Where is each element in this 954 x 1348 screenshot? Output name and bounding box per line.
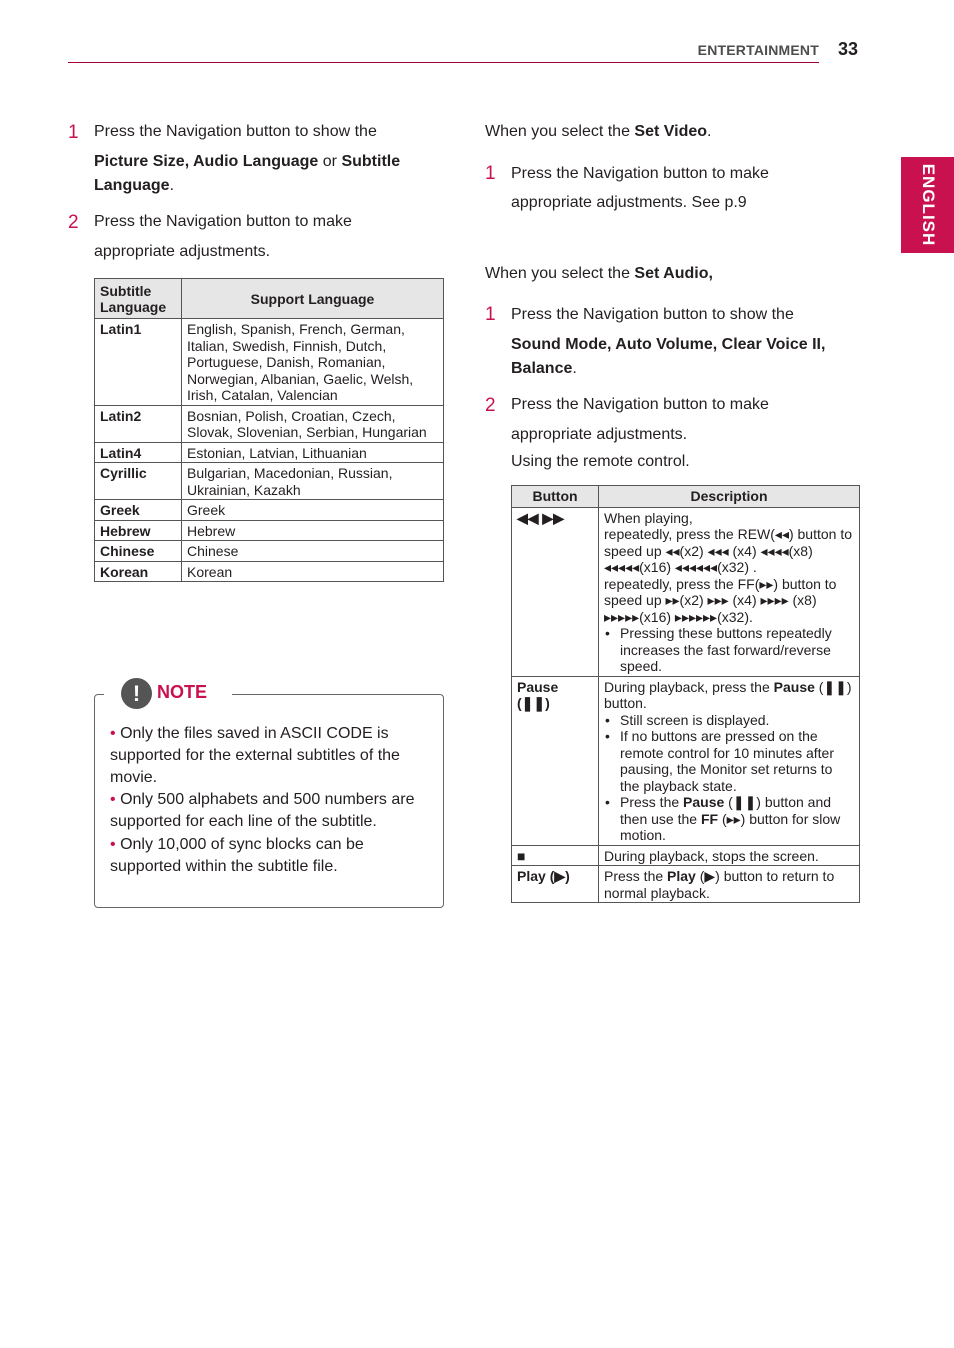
table-row	[95, 405, 444, 442]
table-header: Description	[599, 486, 860, 508]
table-cell-description: During playback, stops the screen.	[599, 845, 860, 866]
table-cell-language: Latin2	[95, 405, 182, 442]
desc-line: repeatedly, press the FF(▸▸) button to speed up ▸▸(x2) ▸▸▸ (x4) ▸▸▸▸ (x8) ▸▸▸▸▸(x16) ▸▸▸▸▸▸(x32).	[604, 575, 837, 625]
table-cell-language: Korean	[95, 561, 182, 582]
period: .	[572, 360, 577, 377]
step-number: 1	[485, 163, 496, 184]
table-cell-description	[599, 866, 860, 903]
note-item	[110, 723, 432, 789]
desc-bold: Pause	[773, 678, 815, 695]
period: .	[169, 177, 175, 194]
desc-text: Press the	[620, 794, 684, 810]
option-connector: or	[318, 153, 342, 170]
page-number: 33	[838, 39, 859, 59]
step-text: Press the Navigation button to make	[94, 213, 352, 230]
intro-text: When you select the	[485, 265, 635, 282]
table-row	[512, 866, 860, 903]
table-cell-language: Latin1	[95, 319, 182, 406]
table-cell-support: Bulgarian, Macedonian, Russian, Ukrainian, Kazakh	[182, 463, 444, 500]
note-item	[110, 789, 432, 833]
table-cell-language: Greek	[95, 500, 182, 521]
option-subtitle-language: Subtitle Language	[94, 153, 401, 194]
desc-text: Press the	[604, 868, 668, 884]
desc-line: When playing,	[604, 509, 693, 526]
audio-option-names: Sound Mode, Auto Volume, Clear Voice II, Balance	[511, 336, 826, 377]
desc-bullets	[604, 712, 854, 844]
table-cell-description	[599, 676, 860, 845]
note-item-text: Only 10,000 of sync blocks can be supported within the subtitle file.	[110, 836, 364, 875]
set-video-intro	[485, 120, 712, 144]
step-text: Press the Navigation button to make	[511, 165, 769, 182]
note-title: NOTE	[157, 682, 208, 702]
step-number: 2	[68, 212, 79, 233]
step-number: 1	[485, 304, 496, 325]
play-icon: Play (▶)	[512, 866, 599, 903]
header-divider	[68, 62, 819, 63]
table-cell-support: Korean	[182, 561, 444, 582]
step-text: Using the remote control.	[511, 453, 690, 470]
step-text: appropriate adjustments.	[94, 243, 271, 260]
rew-ff-icon: ◀◀ ▶▶	[512, 507, 599, 676]
table-cell-language: Latin4	[95, 442, 182, 463]
bullet-icon: •	[110, 725, 116, 742]
bullet-icon: •	[110, 836, 116, 853]
set-video-label: Set Video	[634, 123, 708, 140]
set-audio-label: Set Audio,	[634, 265, 713, 282]
remote-button-table	[511, 485, 860, 903]
table-row	[95, 520, 444, 541]
table-row	[512, 676, 860, 845]
table-cell-support: English, Spanish, French, German, Italian, Swedish, Finnish, Dutch, Portuguese, Danish, Romanian, Norwegian, Albanian, Gaelic, Welsh, Irish, Catalan, Valencian	[182, 319, 444, 406]
step-number: 1	[68, 122, 79, 143]
desc-line	[604, 679, 854, 712]
note-item-text: Only 500 alphabets and 500 numbers are supported for each line of the subtitle.	[110, 791, 415, 830]
desc-text: During playback, press the	[604, 678, 774, 695]
table-cell-support: Bosnian, Polish, Croatian, Czech, Slovak, Slovenian, Serbian, Hungarian	[182, 405, 444, 442]
desc-bullet: • If no buttons are pressed on the remote control for 10 minutes after pausing, the Monitor set returns to the playback state.	[620, 728, 854, 794]
table-row	[95, 442, 444, 463]
desc-line: repeatedly, press the REW(◂◂) button to speed up ◂◂(x2) ◂◂◂ (x4) ◂◂◂◂(x8) ◂◂◂◂◂(x16) ◂◂◂◂◂◂(x32) .	[604, 526, 853, 575]
table-row	[95, 319, 444, 406]
subtitle-language-table	[94, 278, 444, 582]
table-row	[512, 845, 860, 866]
option-names: Picture Size, Audio Language	[94, 153, 319, 170]
desc-bullet: • Pressing these buttons repeatedly increases the fast forward/reverse speed.	[620, 625, 854, 675]
table-cell-support: Hebrew	[182, 520, 444, 541]
table-cell-support: Estonian, Latvian, Lithuanian	[182, 442, 444, 463]
section-title: ENTERTAINMENT	[697, 42, 819, 58]
desc-bold: Pause	[683, 794, 725, 810]
exclamation-icon: !	[121, 678, 152, 709]
step-text-options	[94, 150, 434, 198]
intro-text: When you select the	[485, 123, 635, 140]
step-text: Press the Navigation button to show the	[94, 123, 377, 140]
desc-bullet	[620, 794, 854, 844]
table-header: Subtitle Language	[95, 279, 182, 319]
language-side-tab	[901, 157, 954, 253]
step-text: Press the Navigation button to show the	[511, 306, 794, 323]
desc-bullet: • Still screen is displayed.	[620, 712, 854, 729]
set-audio-intro	[485, 262, 713, 286]
period: .	[707, 123, 712, 140]
step-text: appropriate adjustments.	[511, 426, 688, 443]
pause-icon: Pause (❚❚)	[512, 676, 599, 845]
bullet-icon: •	[110, 791, 116, 808]
note-item	[110, 834, 432, 878]
table-cell-description	[599, 507, 860, 676]
step-text: appropriate adjustments. See p.9	[511, 194, 747, 211]
table-row	[95, 541, 444, 562]
table-cell-language: Chinese	[95, 541, 182, 562]
stop-icon: ■	[512, 845, 599, 866]
desc-text: (▸▸) button for slow motion.	[620, 810, 841, 843]
desc-text: (❚❚) button and then use the	[620, 794, 832, 827]
table-header: Support Language	[182, 279, 444, 319]
table-header: Button	[512, 486, 599, 508]
table-row	[512, 507, 860, 676]
desc-text: (❚❚) button.	[604, 678, 852, 711]
table-row	[95, 561, 444, 582]
desc-bullets	[604, 625, 854, 675]
note-item-text: Only the files saved in ASCII CODE is supported for the external subtitles of the movie.	[110, 725, 400, 786]
desc-text: (▶) button to return to normal playback.	[604, 868, 835, 901]
step-text-options	[511, 333, 851, 381]
language-side-tab-label: ENGLISH	[918, 163, 938, 247]
step-text: Press the Navigation button to make	[511, 396, 769, 413]
desc-bold: FF	[700, 810, 719, 827]
table-cell-language: Hebrew	[95, 520, 182, 541]
table-row	[95, 500, 444, 521]
desc-bold: Play	[667, 868, 696, 884]
table-cell-support: Greek	[182, 500, 444, 521]
step-number: 2	[485, 395, 496, 416]
table-cell-language: Cyrillic	[95, 463, 182, 500]
table-cell-support: Chinese	[182, 541, 444, 562]
table-row	[95, 463, 444, 500]
